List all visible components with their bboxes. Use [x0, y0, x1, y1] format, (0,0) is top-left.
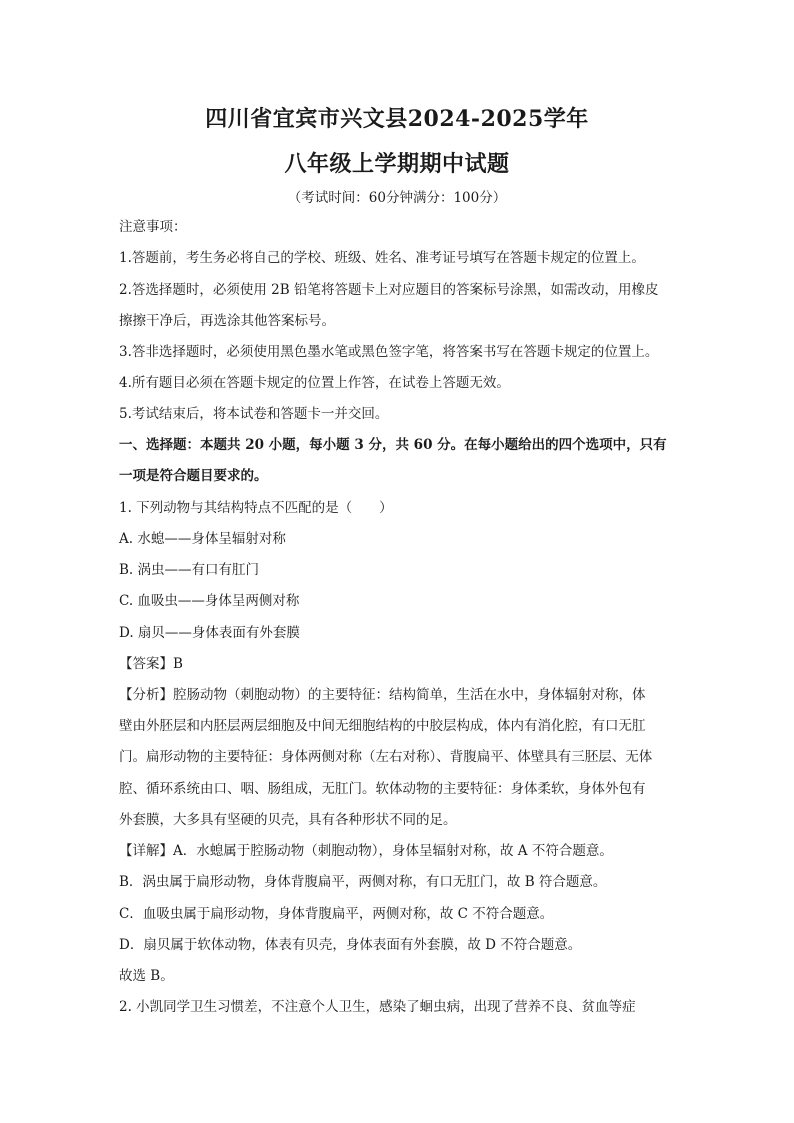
exam-title: 四川省宜宾市兴文县2024-2025学年: [205, 106, 589, 132]
analysis-line: 门。扁形动物的主要特征：身体两侧对称（左右对称）、背腹扁平、体壁具有三胚层、无体: [119, 749, 653, 765]
option-a: A. 水螅——身体呈辐射对称: [119, 531, 286, 547]
notice-heading: 注意事项：: [119, 219, 187, 235]
analysis-line: 壁由外胚层和内胚层两层细胞及中间无细胞结构的中胶层构成，体内有消化腔，有口无肛: [119, 718, 646, 734]
analysis-line: 【分析】腔肠动物（刺胞动物）的主要特征：结构简单，生活在水中，身体辐射对称，体: [119, 687, 646, 703]
notice-item: 4.所有题目必须在答题卡规定的位置上作答，在试卷上答题无效。: [119, 375, 510, 391]
notice-item: 1.答题前，考生务必将自己的学校、班级、姓名、准考证号填写在答题卡规定的位置上。: [119, 250, 645, 266]
detail-line: 【详解】A．水螅属于腔肠动物（刺胞动物），身体呈辐射对称，故 A 不符合题意。: [119, 843, 613, 859]
notice-item: 5.考试结束后，将本试卷和答题卡一并交回。: [119, 406, 389, 422]
notice-item-continued: 擦擦干净后，再选涂其他答案标号。: [119, 313, 335, 329]
detail-line: C．血吸虫属于扁形动物，身体背腹扁平，两侧对称，故 C 不符合题意。: [119, 906, 554, 922]
option-c: C. 血吸虫——身体呈两侧对称: [119, 593, 300, 609]
analysis-line: 外套膜，大多具有坚硬的贝壳，具有各种形状不同的足。: [119, 812, 457, 828]
option-d: D. 扇贝——身体表面有外套膜: [119, 625, 300, 641]
notice-item: 3.答非选择题时，必须使用黑色墨水笔或黑色签字笔，将答案书写在答题卡规定的位置上。: [119, 344, 659, 360]
analysis-line: 腔、循环系统由口、咽、肠组成，无肛门。软体动物的主要特征：身体柔软，身体外包有: [119, 781, 646, 797]
notice-item: 2.答选择题时，必须使用 2B 铅笔将答题卡上对应题目的答案标号涂黑，如需改动，用橡皮: [119, 282, 659, 298]
option-b: B. 涡虫——有口有肛门: [119, 562, 260, 578]
section-heading-continued: 一项是符合题目要求的。: [119, 468, 268, 484]
question-stem: 2. 小凯同学卫生习惯差，不注意个人卫生，感染了蛔虫病，出现了营养不良、贫血等症: [119, 999, 636, 1015]
detail-line: B．涡虫属于扁形动物，身体背腹扁平，两侧对称，有口无肛门，故 B 符合题意。: [119, 874, 607, 890]
question-stem: 1. 下列动物与其结构特点不匹配的是（ ）: [119, 500, 393, 516]
exam-subtitle: 八年级上学期期中试题: [284, 151, 510, 177]
answer-line: 【答案】B: [119, 656, 183, 672]
exam-time-info: （考试时间：60分钟满分：100分）: [287, 190, 507, 206]
conclusion-line: 故选 B。: [119, 968, 174, 984]
section-heading: 一、选择题：本题共 20 小题，每小题 3 分，共 60 分。在每小题给出的四个选项中，只有: [119, 437, 667, 453]
detail-line: D．扇贝属于软体动物，体表有贝壳，身体表面有外套膜，故 D 不符合题意。: [119, 937, 582, 953]
